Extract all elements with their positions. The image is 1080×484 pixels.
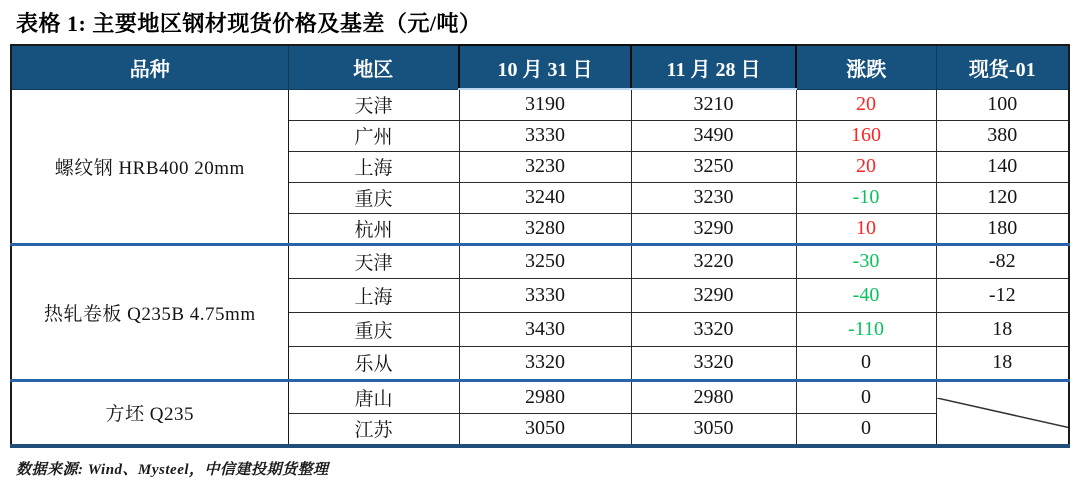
region-cell: 杭州 bbox=[288, 213, 459, 244]
basis-cell: 18 bbox=[936, 346, 1069, 380]
price-oct31-cell: 3320 bbox=[459, 346, 631, 380]
price-nov28-cell: 3320 bbox=[631, 346, 796, 380]
empty-basis-diagonal-cell bbox=[936, 380, 1069, 446]
basis-cell: 120 bbox=[936, 182, 1069, 213]
price-oct31-cell: 3280 bbox=[459, 213, 631, 244]
diagonal-slash-line bbox=[937, 398, 1069, 428]
region-cell: 上海 bbox=[288, 151, 459, 182]
price-nov28-cell: 3290 bbox=[631, 278, 796, 312]
price-nov28-cell: 3230 bbox=[631, 182, 796, 213]
price-oct31-cell: 3050 bbox=[459, 413, 631, 446]
price-oct31-cell: 3430 bbox=[459, 312, 631, 346]
data-source-note: 数据来源: Wind、Mysteel，中信建投期货整理 bbox=[16, 462, 329, 478]
price-nov28-cell: 3050 bbox=[631, 413, 796, 446]
price-nov28-cell: 3220 bbox=[631, 244, 796, 278]
price-oct31-cell: 2980 bbox=[459, 380, 631, 413]
price-oct31-cell: 3240 bbox=[459, 182, 631, 213]
change-cell: -110 bbox=[796, 312, 936, 346]
price-oct31-cell: 3330 bbox=[459, 120, 631, 151]
region-cell: 广州 bbox=[288, 120, 459, 151]
change-cell: 0 bbox=[796, 413, 936, 446]
region-cell: 天津 bbox=[288, 89, 459, 120]
column-header-nov28: 11 月 28 日 bbox=[631, 45, 796, 89]
region-cell: 唐山 bbox=[288, 380, 459, 413]
column-header-basis: 现货-01 bbox=[936, 45, 1069, 89]
basis-cell: 140 bbox=[936, 151, 1069, 182]
region-cell: 乐从 bbox=[288, 346, 459, 380]
price-nov28-cell: 3210 bbox=[631, 89, 796, 120]
table-row bbox=[11, 380, 1069, 413]
table-row bbox=[11, 244, 1069, 278]
change-cell: -30 bbox=[796, 244, 936, 278]
change-cell: 20 bbox=[796, 89, 936, 120]
change-cell: 10 bbox=[796, 213, 936, 244]
region-cell: 江苏 bbox=[288, 413, 459, 446]
basis-cell: 18 bbox=[936, 312, 1069, 346]
basis-cell: 100 bbox=[936, 89, 1069, 120]
change-cell: 160 bbox=[796, 120, 936, 151]
change-cell: 0 bbox=[796, 380, 936, 413]
region-cell: 重庆 bbox=[288, 312, 459, 346]
price-nov28-cell: 3320 bbox=[631, 312, 796, 346]
column-header-region: 地区 bbox=[288, 45, 459, 89]
region-cell: 上海 bbox=[288, 278, 459, 312]
basis-cell: -12 bbox=[936, 278, 1069, 312]
price-nov28-cell: 3250 bbox=[631, 151, 796, 182]
change-cell: -40 bbox=[796, 278, 936, 312]
price-oct31-cell: 3190 bbox=[459, 89, 631, 120]
variety-cell-rebar: 螺纹钢 HRB400 20mm bbox=[11, 89, 288, 244]
change-cell: 20 bbox=[796, 151, 936, 182]
basis-cell: -82 bbox=[936, 244, 1069, 278]
basis-cell: 380 bbox=[936, 120, 1069, 151]
column-header-variety: 品种 bbox=[11, 45, 288, 89]
region-cell: 天津 bbox=[288, 244, 459, 278]
table-row bbox=[11, 89, 1069, 120]
variety-cell-billet: 方坯 Q235 bbox=[11, 380, 288, 446]
page-title: 表格 1: 主要地区钢材现货价格及基差（元/吨） bbox=[16, 11, 482, 36]
header-row bbox=[11, 45, 1069, 89]
price-nov28-cell: 2980 bbox=[631, 380, 796, 413]
change-cell: 0 bbox=[796, 346, 936, 380]
column-header-change: 涨跌 bbox=[796, 45, 936, 89]
region-cell: 重庆 bbox=[288, 182, 459, 213]
price-oct31-cell: 3230 bbox=[459, 151, 631, 182]
price-oct31-cell: 3330 bbox=[459, 278, 631, 312]
change-cell: -10 bbox=[796, 182, 936, 213]
price-nov28-cell: 3290 bbox=[631, 213, 796, 244]
basis-cell: 180 bbox=[936, 213, 1069, 244]
variety-cell-hrc: 热轧卷板 Q235B 4.75mm bbox=[11, 244, 288, 380]
price-nov28-cell: 3490 bbox=[631, 120, 796, 151]
column-header-oct31: 10 月 31 日 bbox=[459, 45, 631, 89]
price-oct31-cell: 3250 bbox=[459, 244, 631, 278]
steel-price-basis-table bbox=[10, 44, 1070, 448]
